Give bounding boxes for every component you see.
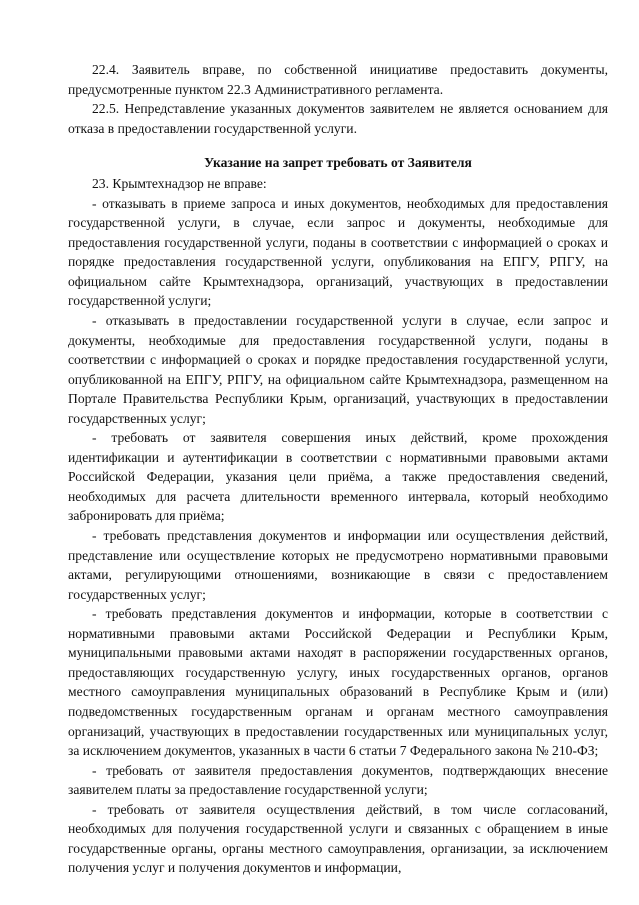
list-item-7: - требовать от заявителя осуществления действий, в том числе согласований, необходимых для получения государственной услуги и связанных с обращением в иные государственные органы, органы местного самоуправления, организации, за исключением получения услуг и получения документов и информации, <box>68 801 608 876</box>
paragraph-22-4: 22.4. Заявитель вправе, по собственной инициативе предоставить документы, предусмотренные пунктом 22.3 Административного регламента. <box>68 62 608 97</box>
list-item-5: - требовать представления документов и информации, которые в соответствии с нормативными правовыми актами Российской Федерации и Республики Крым, муниципальными правовыми актами находят в распоряжении государственных органов, предоставляющих государственную услугу, иных государственных органов, органов местного самоуправления муниципальных образований в Республике Крым и (или) подведомственных государственным органам и органам местного самоуправления организаций, участвующих в предоставлении государственных или муниципальных услуг, за исключением документов, указанных в части 6 статьи 7 Федерального закона № 210-ФЗ; <box>68 606 608 759</box>
list-item-4: - требовать представления документов и информации или осуществления действий, представление или осуществление которых не предусмотрено нормативными правовыми актами, регулирующими отношениями, возникающие в связи с предоставлением государственных услуг; <box>68 528 608 602</box>
list-item-1: - отказывать в приеме запроса и иных документов, необходимых для предоставления государственной услуги, в случае, если запрос и документы, необходимые для предоставления государственной услуги, поданы в соответствии с информацией о сроках и порядке предоставления государственной услуги, опубликования на ЕПГУ, РПГУ, на официальном сайте Крымтехнадзора, организаций, участвующих в предоставлении государственной услуги; <box>68 195 608 309</box>
list-item-6: - требовать от заявителя предоставления документов, подтверждающих внесение заявителем платы за предоставление государственной услуги; <box>68 762 608 798</box>
section-title: Указание на запрет требовать от Заявителя <box>204 155 472 171</box>
paragraph-23-intro: 23. Крымтехнадзор не вправе: <box>92 176 267 192</box>
list-item-3: - требовать от заявителя совершения иных действий, кроме прохождения идентификации и аутентификации в соответствии с нормативными правовыми актами Российской Федерации, указания цели приёма, а также предоставления сведений, необходимых для расчета длительности временного интервала, который необходимо забронировать для приёма; <box>68 430 608 524</box>
list-item-2: - отказывать в предоставлении государственной услуги в случае, если запрос и документы, необходимые для предоставления государственной услуги, поданы в соответствии с информацией о сроках и порядке предоставления государственной услуги, опубликованной на ЕПГУ, РПГУ, на официальном сайте Крымтехнадзора, размещенном на Портале Правительства Республики Крым, организаций, участвующих в предоставлении государственных услуг; <box>68 313 608 426</box>
document-body <box>68 60 608 878</box>
paragraph-22-5: 22.5. Непредставление указанных документов заявителем не является основанием для отказа в предоставлении государственной услуги. <box>68 101 608 136</box>
